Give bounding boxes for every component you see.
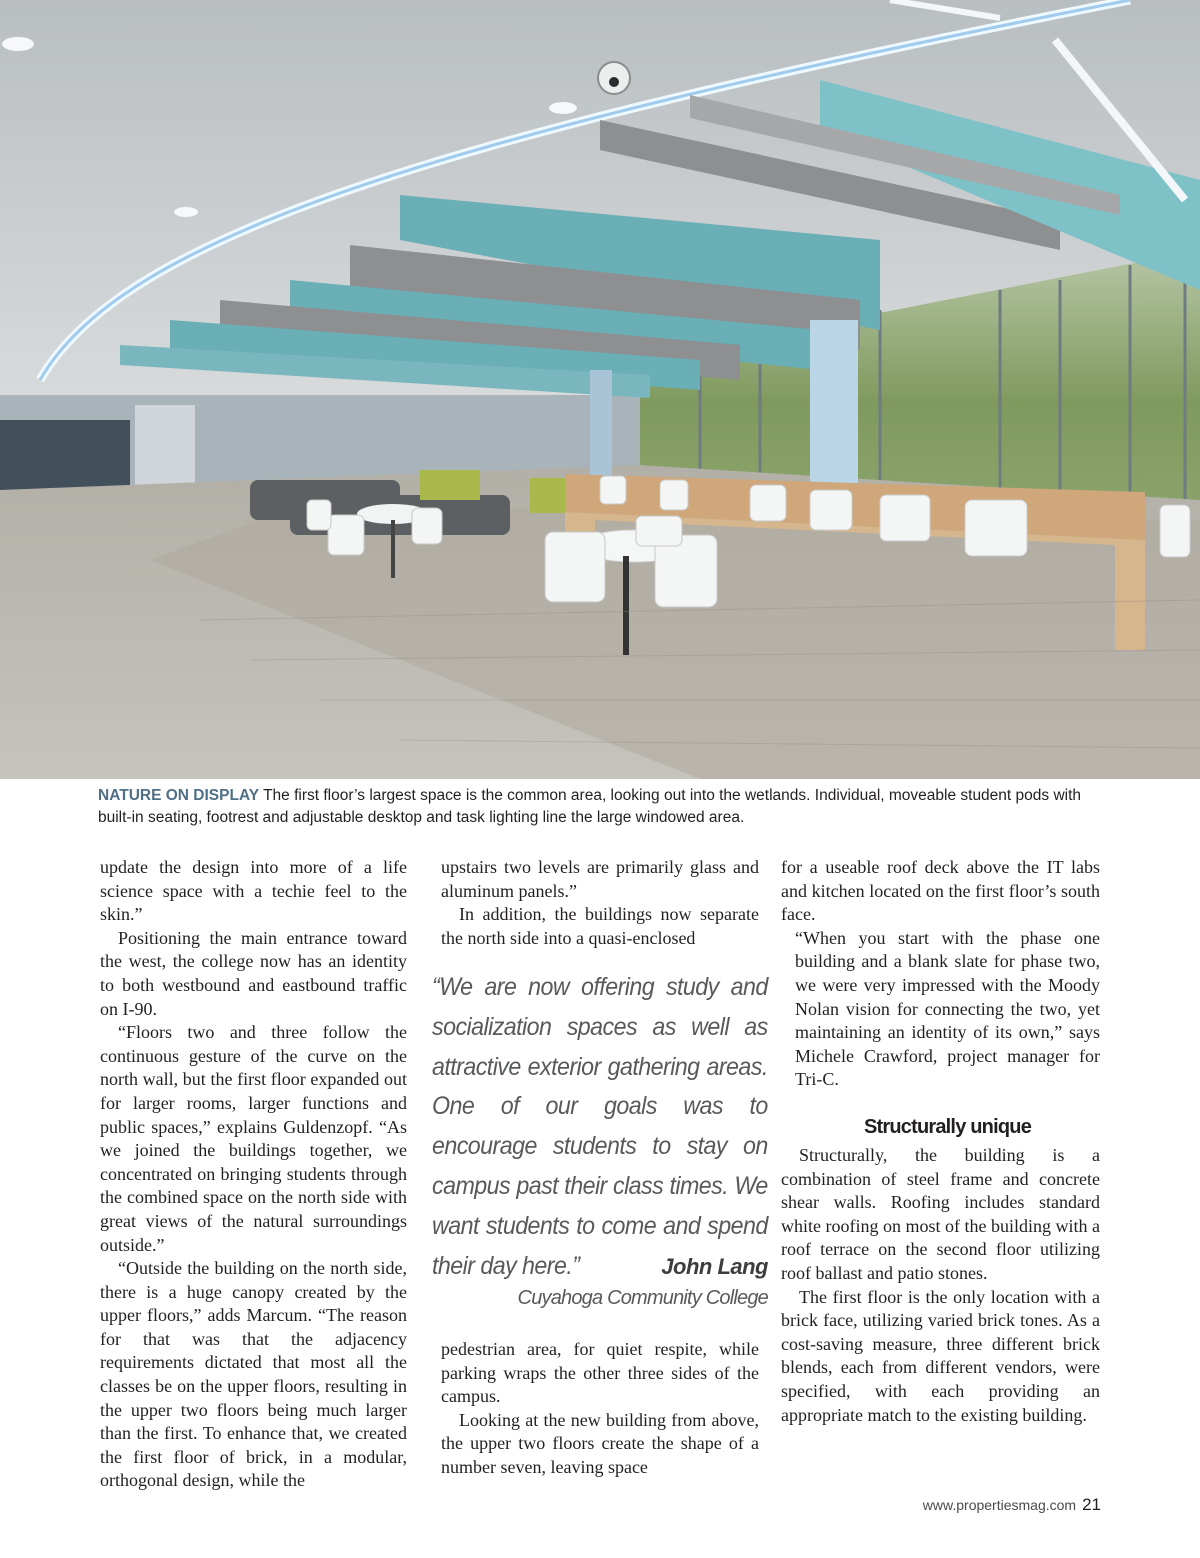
footer-url[interactable]: www.propertiesmag.com — [922, 1497, 1077, 1513]
paragraph: for a useable roof deck above the IT labs and kitchen located on the first floor’s south face. — [781, 857, 1100, 925]
article-column-3-bottom — [781, 1144, 1100, 1427]
paragraph: Positioning the main entrance toward the west, the college now has an identity to both westbound and eastbound traffic on I-90. — [100, 927, 407, 1019]
article-column-2-bottom — [441, 1338, 759, 1480]
photo-caption — [98, 785, 1108, 829]
page-number: 21 — [1082, 1495, 1101, 1514]
paragraph: update the design into more of a life science space with a techie feel to the skin.” — [100, 857, 407, 925]
paragraph: Looking at the new building from above, the upper two floors create the shape of a number seven, leaving space — [441, 1409, 759, 1477]
section-subhead: Structurally unique — [863, 1116, 1032, 1138]
pull-quote: “We are now offering study and socialization spaces as well as attractive exterior gathering areas. One of our goals was to encourage students to stay on campus past their class times. We want students to come and spend their day here.” — [432, 973, 768, 1280]
paragraph: “Outside the building on the north side, there is a huge canopy created by the upper floors,” adds Marcum. “The reason for that was that the adjacency requirements dictated that most all the classes be on the upper floors, resulting in the upper two floors being much larger than the first. To enhance that, we created the first floor of brick, in a modular, orthogonal design, while the — [100, 1258, 407, 1491]
paragraph: In addition, the buildings now separate the north side into a quasi-enclosed — [441, 904, 759, 948]
paragraph: The first floor is the only location with a brick face, utilizing varied brick tones. As a cost-saving measure, three different brick blends, each from different vendors, were specified, with each providing an appropriate match to the existing building. — [781, 1286, 1100, 1425]
pull-quote-attribution-organization: Cuyahoga Community College — [517, 1287, 768, 1309]
article-column-3-top — [781, 856, 1100, 1092]
paragraph: upstairs two levels are primarily glass and aluminum panels.” — [441, 857, 759, 901]
paragraph: pedestrian area, for quiet respite, while parking wraps the other three sides of the campus. — [441, 1339, 759, 1407]
paragraph: “When you start with the phase one building and a blank slate for phase two, we were very impressed with the Moody Nolan vision for connecting the two, yet maintaining an identity of its own,” says Michele Crawford, project manager for Tri-C. — [795, 927, 1100, 1090]
paragraph: Structurally, the building is a combination of steel frame and concrete shear walls. Roofing includes standard white roofing on most of the building with a roof terrace on the second floor utilizing roof ballast and patio stones. — [781, 1145, 1100, 1283]
pull-quote-attribution-name: John Lang — [661, 1254, 768, 1279]
paragraph: “Floors two and three follow the continuous gesture of the curve on the north wall, but the first floor expanded out for larger rooms, larger functions and public spaces,” explains Guldenzopf. “As we joined the buildings together, we concentrated on bringing students through the combined space on the north side with great views of the natural surroundings outside.” — [100, 1022, 407, 1255]
article-column-1 — [100, 856, 407, 1493]
caption-text: The first floor’s largest space is the common area, looking out into the wetlands. Individual, moveable student pods with built-in seating, footrest and adjustable desktop and task lighting line the large windowed area. — [98, 787, 1082, 826]
caption-label: NATURE ON DISPLAY — [98, 787, 260, 804]
article-column-2-top — [441, 856, 759, 950]
page-footer — [923, 1495, 1101, 1515]
